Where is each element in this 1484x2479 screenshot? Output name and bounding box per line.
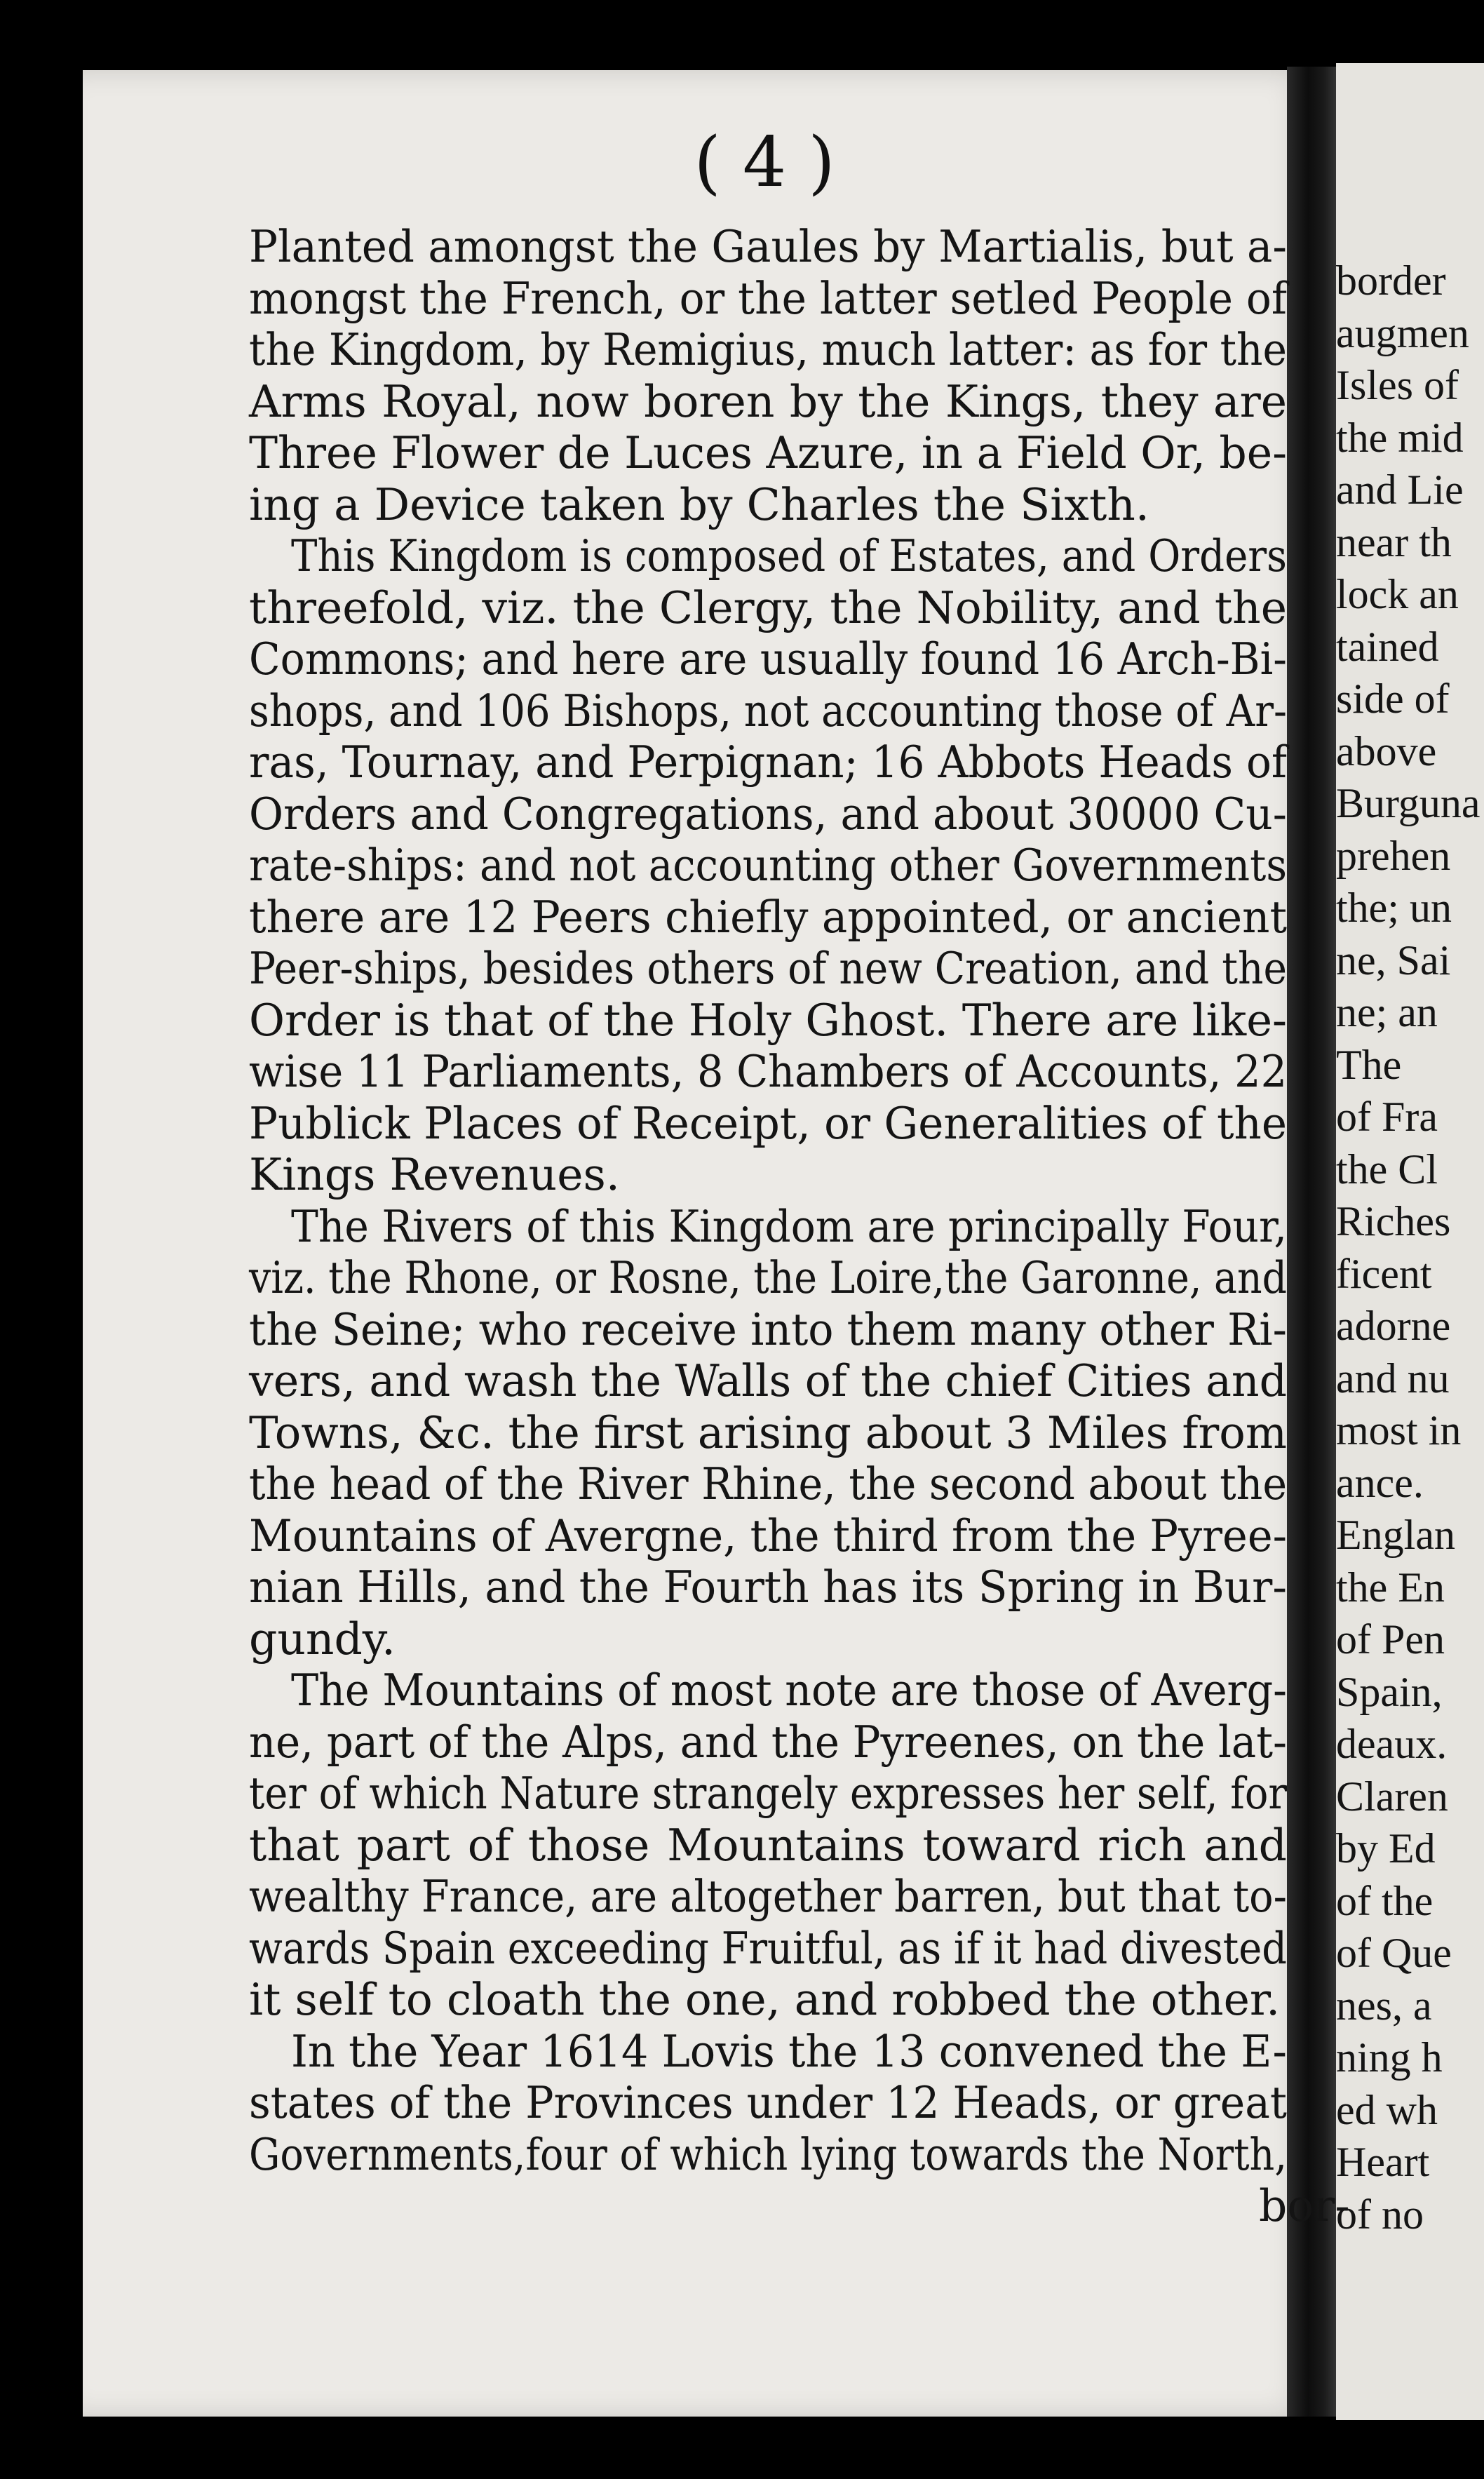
right-page-fragment: Claren — [1336, 1773, 1448, 1820]
text-line: Mountains of Avergne, the third from the Pyree- — [249, 1510, 1287, 1561]
right-page-fragment: ne; an — [1336, 989, 1438, 1035]
right-page-fragment: The — [1336, 1041, 1402, 1088]
right-page-fragment: prehen — [1336, 832, 1451, 879]
right-page-fragment: Spain, — [1336, 1668, 1443, 1715]
text-line: The Mountains of most note are those of Averg- — [291, 1665, 1287, 1716]
text-line: mongst the French, or the latter setled People of — [249, 272, 1287, 324]
text-line: Planted amongst the Gaules by Martialis, but a- — [249, 221, 1287, 272]
right-page-fragment: of Pen — [1336, 1616, 1445, 1662]
text-line: wards Spain exceeding Fruitful, as if it had divested — [249, 1922, 1287, 1974]
right-page-fragment: near th — [1336, 518, 1452, 565]
text-line: Kings Revenues. — [249, 1149, 620, 1200]
text-line: Commons; and here are usually found 16 Arch-Bi- — [249, 633, 1287, 685]
text-line: the Kingdom, by Remigius, much latter: as for the — [249, 324, 1287, 375]
right-page-fragment: nes, a — [1336, 1982, 1432, 2029]
text-line: ras, Tournay, and Perpignan; 16 Abbots Heads of — [249, 737, 1287, 788]
text-line: vers, and wash the Walls of the chief Cities and — [249, 1355, 1287, 1406]
right-page-fragment: of no — [1336, 2191, 1424, 2238]
text-line: it self to cloath the one, and robbed the other. — [249, 1974, 1281, 2025]
text-line: In the Year 1614 Lovis the 13 convened the E- — [291, 2025, 1287, 2077]
right-page-fragment: and nu — [1336, 1355, 1450, 1402]
right-page-fragment: ne, Sai — [1336, 936, 1451, 983]
right-page-fragment: above — [1336, 727, 1437, 774]
right-page-fragment: Englan — [1336, 1512, 1455, 1558]
text-line: Towns, &c. the first arising about 3 Miles from — [249, 1406, 1287, 1458]
text-line: that part of those Mountains toward rich and — [249, 1819, 1287, 1871]
right-page-fragment: side of — [1336, 676, 1450, 722]
right-page-fragment: the; un — [1336, 885, 1452, 931]
right-page-fragment: ed wh — [1336, 2086, 1438, 2133]
text-line: ne, part of the Alps, and the Pyreenes, on the lat- — [249, 1716, 1287, 1768]
text-line: The Rivers of this Kingdom are principally Four, — [291, 1200, 1287, 1252]
right-page-fragment: the En — [1336, 1564, 1445, 1611]
text-line: rate-ships: and not accounting other Governments — [249, 840, 1287, 891]
text-line: threefold, viz. the Clergy, the Nobility, and the — [249, 582, 1287, 633]
text-line: viz. the Rhone, or Rosne, the Loire,the Garonne, and — [249, 1252, 1287, 1303]
right-page-fragment: ficent — [1336, 1250, 1432, 1297]
right-page-fragment: tained — [1336, 623, 1439, 670]
text-line: Publick Places of Receipt, or Generalities of the — [249, 1097, 1287, 1149]
right-page-fragment: Riches — [1336, 1198, 1451, 1244]
right-page-fragment: adorne — [1336, 1303, 1451, 1349]
text-line: Three Flower de Luces Azure, in a Field Or, be- — [249, 427, 1287, 478]
right-page-fragment: lock an — [1336, 571, 1459, 617]
text-line: Orders and Congregations, and about 30000 Cu- — [249, 788, 1287, 840]
right-page-fragment: of the — [1336, 1877, 1434, 1924]
text-line: there are 12 Peers chiefly appointed, or ancient — [249, 891, 1287, 943]
text-line: nian Hills, and the Fourth has its Spring in Bur- — [249, 1561, 1287, 1613]
text-line: bor- — [1259, 2180, 1350, 2231]
text-line: Order is that of the Holy Ghost. There are like- — [249, 994, 1287, 1046]
right-page-fragment: border — [1336, 257, 1446, 304]
right-page-fragment: augmen — [1336, 309, 1469, 356]
page-number: ( 4 ) — [694, 123, 835, 203]
text-line: Governments,four of which lying towards the North, — [249, 2128, 1287, 2180]
text-line: This Kingdom is composed of Estates, and Orders — [291, 530, 1287, 582]
right-page-fragment: most in — [1336, 1407, 1462, 1453]
right-page-fragment: the Cl — [1336, 1146, 1438, 1193]
right-page-fragment: of Que — [1336, 1930, 1452, 1976]
text-line: ter of which Nature strangely expresses her self, for — [249, 1768, 1287, 1819]
right-page-fragment: ning h — [1336, 2034, 1443, 2081]
right-page-fragment: by Ed — [1336, 1825, 1436, 1872]
right-page-fragment: Heart — [1336, 2139, 1430, 2185]
right-page-fragment: of Fra — [1336, 1094, 1438, 1140]
right-page-fragment: Isles of — [1336, 362, 1459, 408]
right-page-fragment: the mid — [1336, 414, 1464, 461]
text-line: shops, and 106 Bishops, not accounting those of Ar- — [249, 685, 1287, 737]
text-line: ing a Device taken by Charles the Sixth. — [249, 478, 1149, 530]
text-line: wise 11 Parliaments, 8 Chambers of Accounts, 22 — [249, 1046, 1287, 1097]
text-line: states of the Provinces under 12 Heads, or great — [249, 2077, 1287, 2128]
text-line: wealthy France, are altogether barren, but that to- — [249, 1871, 1287, 1922]
right-page-fragment: and Lie — [1336, 466, 1464, 513]
book-gutter — [1287, 67, 1340, 2417]
right-page-fragment: ance. — [1336, 1459, 1424, 1506]
text-line: Peer-ships, besides others of new Creation, and the — [249, 943, 1287, 994]
text-line: the Seine; who receive into them many other Ri- — [249, 1303, 1287, 1355]
text-line: Arms Royal, now boren by the Kings, they are — [249, 375, 1287, 427]
text-line: the head of the River Rhine, the second about the — [249, 1458, 1287, 1510]
text-line: gundy. — [249, 1613, 396, 1665]
right-page-fragment: deaux. — [1336, 1721, 1448, 1767]
right-page-fragment: Burguna — [1336, 780, 1480, 826]
